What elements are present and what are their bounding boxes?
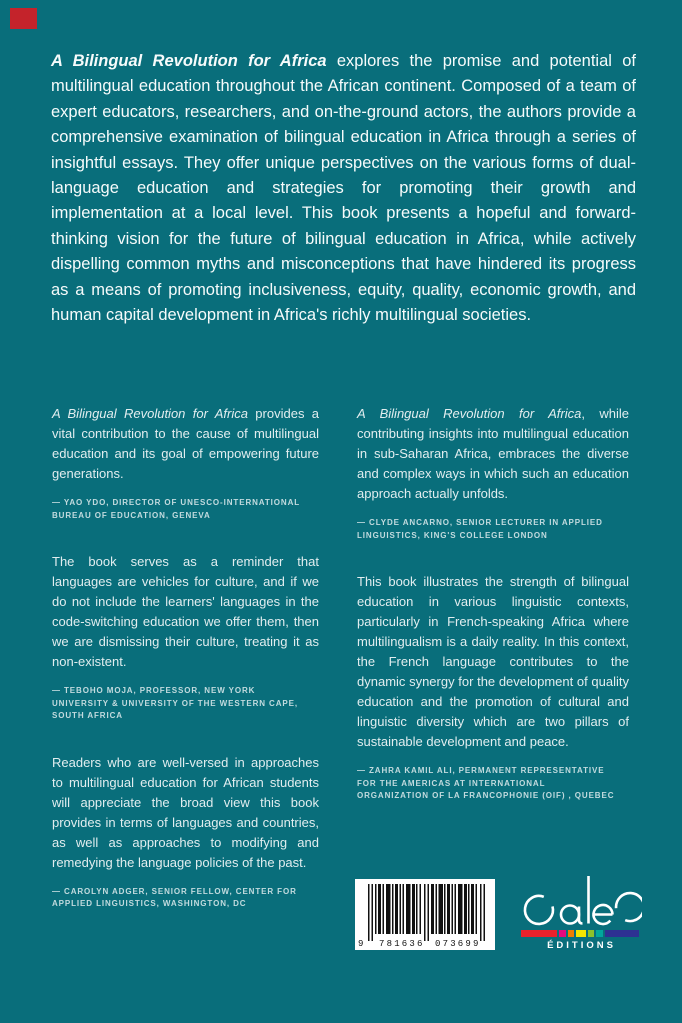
quote bbox=[52, 753, 319, 911]
quote-attribution: — ZAHRA KAMIL ALI, PERMANENT REPRESENTATIVE FOR THE AMERICAS AT INTERNATIONAL ORGANIZATION OF LA FRANCOPHONIE (OIF) , QUEBEC bbox=[357, 766, 615, 800]
synopsis-paragraph bbox=[51, 49, 636, 328]
quote-text: This book illustrates the strength of bilingual education in various linguistic contexts, particularly in French-speaking Africa where multilingualism is a daily reality. In this context, the French language contributes to the dynamic synergy for the development of quality education and the promotion of cultural and linguistic diversity which are two pillars of sustainable development and peace. bbox=[357, 574, 629, 749]
synopsis-body: explores the promise and potential of multilingual education throughout the African continent. Composed of a team of expert educators, researchers, and on-the-ground actors, the authors provide a comprehensive examination of bilingual education in Africa through a series of insightful essays. They offer unique perspectives on the various forms of dual-language education and strategies for promoting their growth and implementation at a local level. This book presents a hopeful and forward-thinking vision for the future of bilingual education in Africa, while actively dispelling common myths and misconceptions that have hindered its progress as a means of promoting inclusiveness, equity, quality, economic growth, and human capital development in Africa's richly multilingual societies. bbox=[51, 52, 636, 325]
quote-attribution: — CLYDE ANCARNO, SENIOR LECTURER IN APPLIED LINGUISTICS, KING'S COLLEGE LONDON bbox=[357, 518, 603, 540]
color-bar-segment bbox=[588, 930, 594, 937]
quote-title-italic: A Bilingual Revolution for Africa bbox=[52, 406, 248, 421]
quote-attribution: — CAROLYN ADGER, SENIOR FELLOW, CENTER FOR APPLIED LINGUISTICS, WASHINGTON, DC bbox=[52, 886, 297, 908]
barcode-digit-group2: 073699 bbox=[435, 939, 481, 949]
caleo-wordmark bbox=[518, 872, 642, 928]
publisher-color-bar bbox=[521, 930, 639, 937]
quote-attribution: — YAO YDO, DIRECTOR OF UNESCO-INTERNATIONAL BUREAU OF EDUCATION, GENEVA bbox=[52, 498, 301, 520]
quote-attribution: — TEBOHO MOJA, PROFESSOR, NEW YORK UNIVERSITY & UNIVERSITY OF THE WESTERN CAPE, SOUTH AFRICA bbox=[52, 686, 298, 720]
color-bar-segment bbox=[605, 930, 639, 937]
red-corner-marker bbox=[10, 8, 37, 29]
color-bar-segment bbox=[559, 930, 566, 937]
quote-text: A Bilingual Revolution for Africa provides a vital contribution to the cause of multilingual education and its goal of empowering future generations. bbox=[52, 406, 320, 481]
color-bar-segment bbox=[521, 930, 557, 937]
quote-text: The book serves as a reminder that languages are vehicles for culture, and if we do not include the learners' languages in the code-switching education we offer them, then we are dismissing their culture, treating it as non-existent. bbox=[52, 554, 319, 669]
publisher-logo bbox=[518, 872, 642, 951]
quote bbox=[357, 572, 629, 803]
color-bar-segment bbox=[568, 930, 574, 937]
barcode-digit-group1: 781636 bbox=[379, 939, 425, 949]
quote bbox=[52, 404, 319, 522]
publisher-label: ÉDITIONS bbox=[547, 940, 616, 951]
color-bar-segment bbox=[596, 930, 603, 937]
quotes-column-left bbox=[52, 404, 319, 941]
quotes-column-right bbox=[357, 404, 629, 833]
barcode-graphic bbox=[355, 879, 495, 950]
quote-text: Readers who are well-versed in approaches to multilingual education for African students will appreciate the broad view this book provides in terms of languages and countries, as well as approaches to modifying and remedying the language policies of the past. bbox=[52, 754, 319, 870]
quote-text: A Bilingual Revolution for Africa, while contributing insights into multilingual education in sub-Saharan Africa, embraces the diverse and complex ways in which such an education approach actually unfolds. bbox=[357, 406, 629, 501]
quote bbox=[357, 404, 629, 542]
isbn-barcode bbox=[355, 879, 495, 950]
quote bbox=[52, 552, 319, 723]
color-bar-segment bbox=[576, 930, 586, 937]
book-title-inline: A Bilingual Revolution for Africa bbox=[51, 52, 327, 70]
quote-title-italic: A Bilingual Revolution for Africa bbox=[357, 406, 582, 421]
barcode-digit-lead: 9 bbox=[358, 939, 366, 949]
